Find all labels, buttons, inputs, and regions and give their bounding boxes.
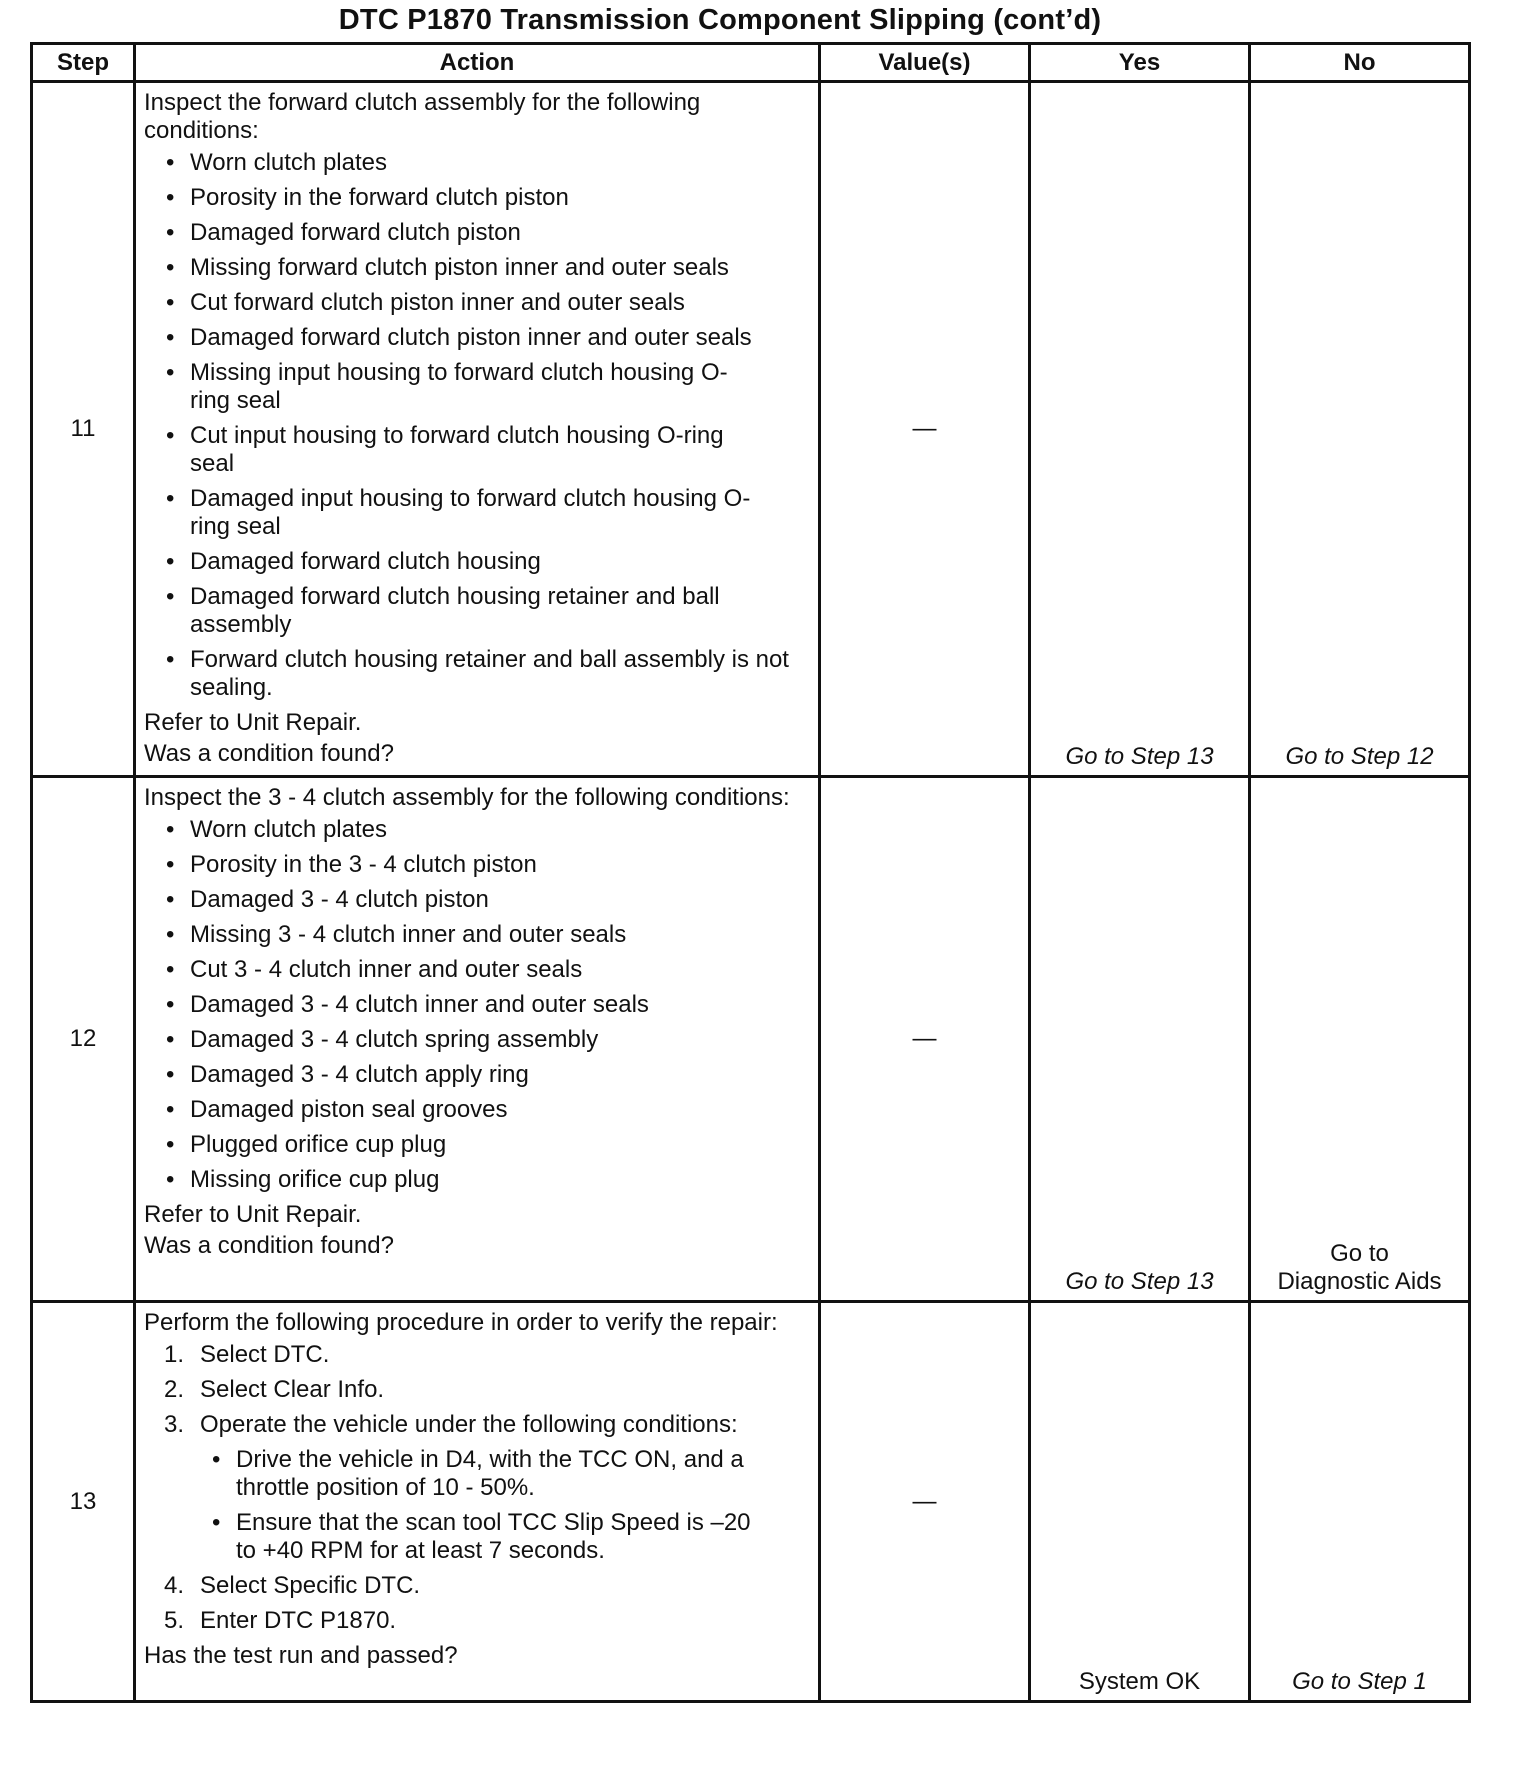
list-item: • Missing forward clutch piston inner and outer seals [166, 254, 810, 282]
table-row [32, 777, 1470, 1302]
list-item: • Porosity in the forward clutch piston [166, 184, 810, 212]
header-step: Step [32, 44, 135, 82]
condition-sublist [200, 1446, 810, 1565]
no-link[interactable]: Go to Step 12 [1285, 743, 1434, 770]
yes-cell [1030, 82, 1250, 777]
yes-cell [1030, 1302, 1250, 1702]
procedure-list [144, 1341, 810, 1635]
yes-link[interactable]: System OK [1078, 1668, 1201, 1695]
step-index: 5. [164, 1607, 185, 1634]
step-index: 3. [164, 1411, 185, 1438]
condition-list [144, 816, 810, 1194]
procedure-step [164, 1411, 810, 1565]
action-intro: Perform the following procedure in order to verify the repair: [144, 1309, 778, 1336]
list-item: • Damaged piston seal grooves [166, 1096, 810, 1124]
list-item: • Plugged orifice cup plug [166, 1131, 810, 1159]
list-item: • Missing input housing to forward clutch housing O-ring seal [166, 359, 810, 415]
list-item: • Damaged input housing to forward clutch housing O-ring seal [166, 485, 810, 541]
step-text: Select DTC. [200, 1341, 330, 1368]
step-index: 4. [164, 1572, 185, 1599]
refer-text: Refer to Unit Repair. [144, 709, 362, 736]
no-cell [1250, 1302, 1470, 1702]
page-title: DTC P1870 Transmission Component Slipping (cont’d) [338, 4, 1102, 36]
list-item: • Damaged 3 - 4 clutch piston [166, 886, 810, 914]
list-item: • Worn clutch plates [166, 816, 810, 844]
header-row [32, 44, 1470, 82]
action-intro: Inspect the forward clutch assembly for the following conditions: [144, 89, 701, 144]
list-item: • Cut 3 - 4 clutch inner and outer seals [166, 956, 810, 984]
list-item: • Forward clutch housing retainer and ball assembly is not sealing. [166, 646, 810, 702]
header-yes: Yes [1030, 44, 1250, 82]
list-item: • Worn clutch plates [166, 149, 810, 177]
step-number: 13 [32, 1302, 135, 1702]
step-number: 12 [32, 777, 135, 1302]
list-item: • Damaged 3 - 4 clutch spring assembly [166, 1026, 810, 1054]
yes-cell [1030, 777, 1250, 1302]
list-item: • Damaged 3 - 4 clutch inner and outer seals [166, 991, 810, 1019]
action-intro: Inspect the 3 - 4 clutch assembly for the following conditions: [144, 784, 790, 811]
diagnostic-table [30, 42, 1471, 1703]
header-no: No [1250, 44, 1470, 82]
list-item: • Damaged forward clutch piston inner and outer seals [166, 324, 810, 352]
list-item: • Missing orifice cup plug [166, 1166, 810, 1194]
value-cell: — [820, 777, 1030, 1302]
list-item: • Damaged 3 - 4 clutch apply ring [166, 1061, 810, 1089]
header-values: Value(s) [820, 44, 1030, 82]
value-cell: — [820, 1302, 1030, 1702]
action-cell [135, 82, 820, 777]
list-item: • Cut input housing to forward clutch housing O-ring seal [166, 422, 810, 478]
question-text: Was a condition found? [144, 1232, 394, 1259]
list-item: • Porosity in the 3 - 4 clutch piston [166, 851, 810, 879]
list-item: • Damaged forward clutch housing [166, 548, 810, 576]
list-item: • Ensure that the scan tool TCC Slip Speed is –20 to +40 RPM for at least 7 seconds. [212, 1509, 810, 1565]
procedure-step [164, 1572, 810, 1600]
header-action: Action [135, 44, 820, 82]
action-cell [135, 777, 820, 1302]
no-link-line2[interactable]: Diagnostic Aids [1277, 1268, 1442, 1295]
no-cell [1250, 777, 1470, 1302]
step-index: 1. [164, 1341, 185, 1368]
step-text: Enter DTC P1870. [200, 1607, 397, 1634]
condition-list [144, 149, 810, 702]
table-row [32, 1302, 1470, 1702]
yes-link[interactable]: Go to Step 13 [1065, 743, 1214, 770]
step-text: Operate the vehicle under the following conditions: [200, 1411, 738, 1438]
question-text: Was a condition found? [144, 740, 394, 767]
action-cell [135, 1302, 820, 1702]
table-row [32, 82, 1470, 777]
step-text: Select Specific DTC. [200, 1572, 421, 1599]
question-text: Has the test run and passed? [144, 1642, 458, 1669]
step-number: 11 [32, 82, 135, 777]
procedure-step [164, 1376, 810, 1404]
list-item: • Damaged forward clutch piston [166, 219, 810, 247]
step-index: 2. [164, 1376, 185, 1403]
list-item: • Missing 3 - 4 clutch inner and outer seals [166, 921, 810, 949]
list-item: • Drive the vehicle in D4, with the TCC ON, and a throttle position of 10 - 50%. [212, 1446, 810, 1502]
value-cell: — [820, 82, 1030, 777]
procedure-step [164, 1607, 810, 1635]
list-item: • Cut forward clutch piston inner and outer seals [166, 289, 810, 317]
no-cell [1250, 82, 1470, 777]
list-item: • Damaged forward clutch housing retainer and ball assembly [166, 583, 810, 639]
procedure-step [164, 1341, 810, 1369]
refer-text: Refer to Unit Repair. [144, 1201, 362, 1228]
step-text: Select Clear Info. [200, 1376, 385, 1403]
yes-link[interactable]: Go to Step 13 [1065, 1268, 1214, 1295]
no-link[interactable]: Go to Step 1 [1292, 1668, 1427, 1695]
no-link-line1[interactable]: Go to [1330, 1240, 1389, 1267]
